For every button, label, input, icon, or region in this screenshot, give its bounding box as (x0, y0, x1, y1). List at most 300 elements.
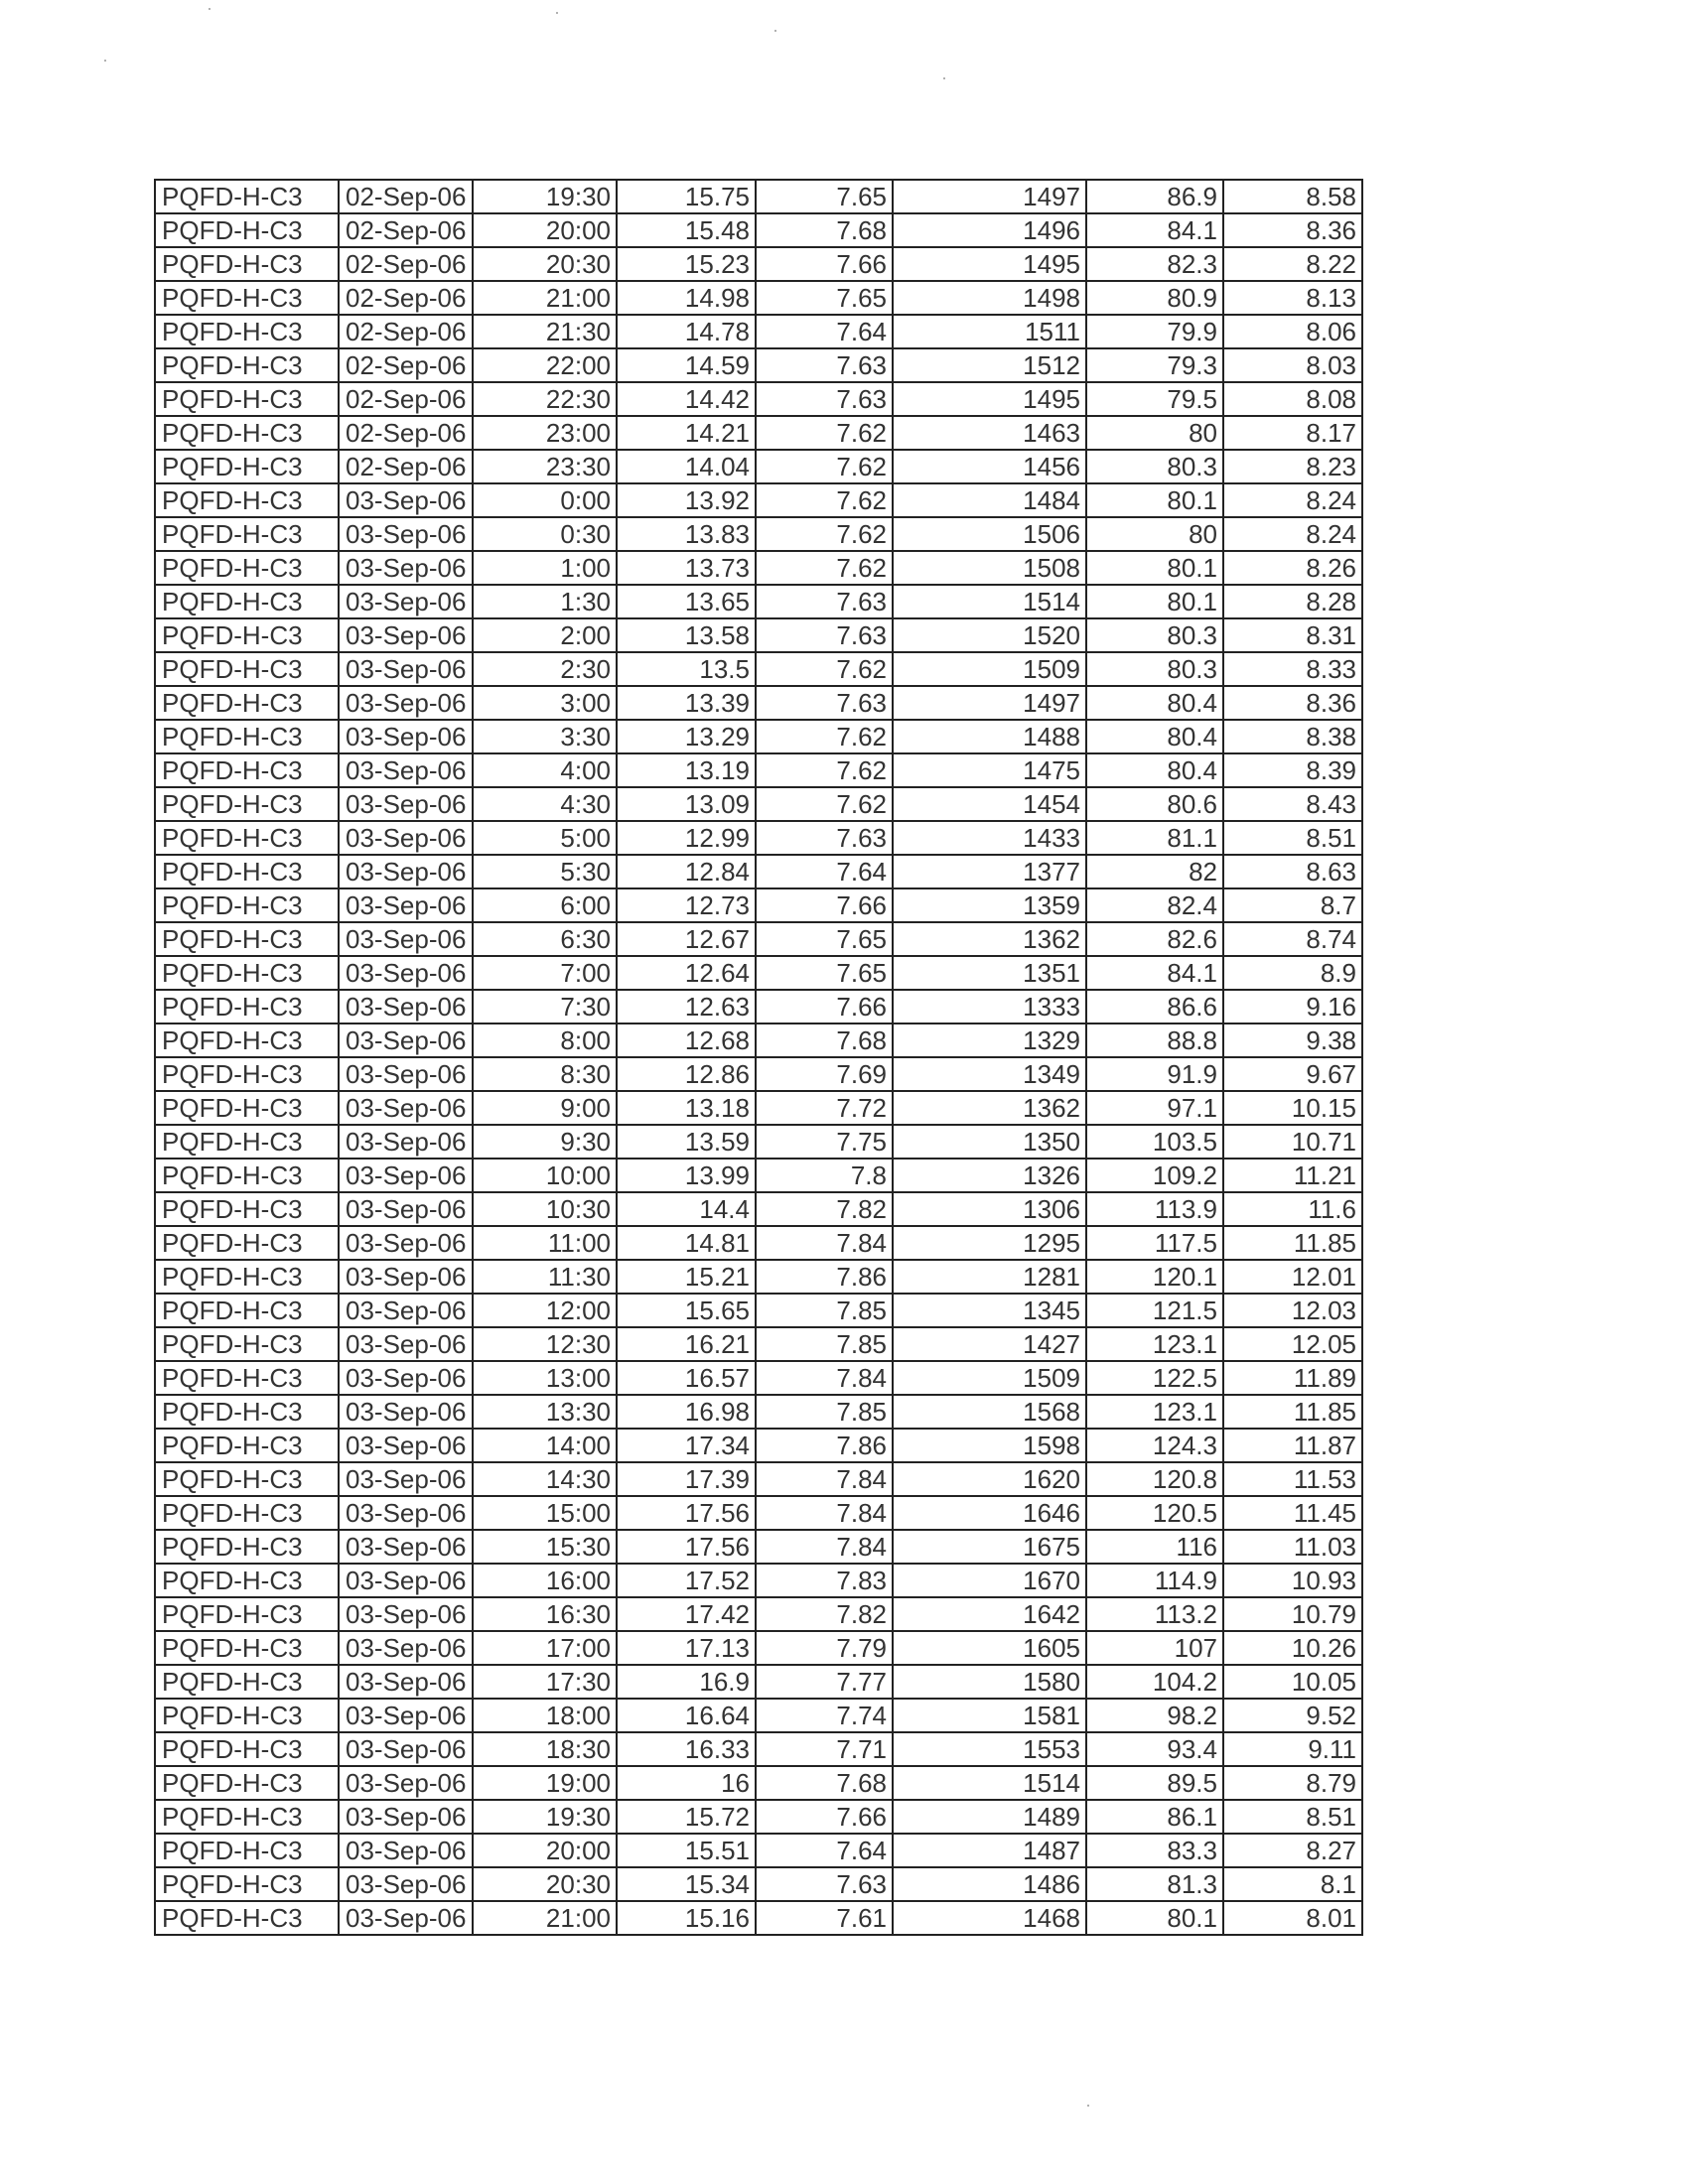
do-mgl-cell: 10.71 (1223, 1125, 1362, 1159)
table-row (155, 315, 1362, 348)
ph-cell: 7.79 (756, 1631, 893, 1665)
temperature-cell: 14.21 (617, 416, 756, 450)
time-cell: 17:30 (473, 1665, 617, 1699)
conductivity-cell: 1568 (893, 1395, 1086, 1429)
do-percent-cell: 80.4 (1086, 720, 1223, 753)
temperature-cell: 17.56 (617, 1530, 756, 1564)
ph-cell: 7.63 (756, 821, 893, 855)
site-cell: PQFD-H-C3 (155, 1867, 339, 1901)
temperature-cell: 12.99 (617, 821, 756, 855)
ph-cell: 7.62 (756, 720, 893, 753)
table-row (155, 585, 1362, 618)
table-row (155, 787, 1362, 821)
do-mgl-cell: 12.01 (1223, 1260, 1362, 1294)
temperature-cell: 13.5 (617, 652, 756, 686)
date-cell: 03-Sep-06 (339, 1766, 473, 1800)
ph-cell: 7.68 (756, 213, 893, 247)
time-cell: 4:30 (473, 787, 617, 821)
do-mgl-cell: 11.89 (1223, 1361, 1362, 1395)
do-mgl-cell: 8.03 (1223, 348, 1362, 382)
temperature-cell: 13.99 (617, 1159, 756, 1192)
table-row (155, 213, 1362, 247)
table-row (155, 1361, 1362, 1395)
date-cell: 03-Sep-06 (339, 990, 473, 1024)
do-mgl-cell: 8.13 (1223, 281, 1362, 315)
temperature-cell: 17.42 (617, 1597, 756, 1631)
do-percent-cell: 80.4 (1086, 686, 1223, 720)
site-cell: PQFD-H-C3 (155, 315, 339, 348)
time-cell: 0:30 (473, 517, 617, 551)
date-cell: 03-Sep-06 (339, 551, 473, 585)
date-cell: 03-Sep-06 (339, 1260, 473, 1294)
temperature-cell: 12.86 (617, 1057, 756, 1091)
time-cell: 18:30 (473, 1732, 617, 1766)
do-mgl-cell: 8.1 (1223, 1867, 1362, 1901)
temperature-cell: 13.18 (617, 1091, 756, 1125)
time-cell: 23:00 (473, 416, 617, 450)
site-cell: PQFD-H-C3 (155, 1091, 339, 1125)
ph-cell: 7.62 (756, 450, 893, 483)
temperature-cell: 16.57 (617, 1361, 756, 1395)
ph-cell: 7.64 (756, 855, 893, 888)
date-cell: 03-Sep-06 (339, 1159, 473, 1192)
site-cell: PQFD-H-C3 (155, 753, 339, 787)
date-cell: 03-Sep-06 (339, 686, 473, 720)
date-cell: 02-Sep-06 (339, 247, 473, 281)
do-mgl-cell: 9.52 (1223, 1699, 1362, 1732)
site-cell: PQFD-H-C3 (155, 686, 339, 720)
time-cell: 20:00 (473, 1834, 617, 1867)
time-cell: 7:00 (473, 956, 617, 990)
temperature-cell: 12.68 (617, 1024, 756, 1057)
ph-cell: 7.74 (756, 1699, 893, 1732)
ph-cell: 7.62 (756, 753, 893, 787)
temperature-cell: 14.78 (617, 315, 756, 348)
table-row (155, 1226, 1362, 1260)
do-mgl-cell: 8.51 (1223, 821, 1362, 855)
table-row (155, 382, 1362, 416)
conductivity-cell: 1514 (893, 585, 1086, 618)
table-row (155, 1294, 1362, 1327)
table-row (155, 483, 1362, 517)
temperature-cell: 13.29 (617, 720, 756, 753)
conductivity-cell: 1642 (893, 1597, 1086, 1631)
site-cell: PQFD-H-C3 (155, 1327, 339, 1361)
scan-speck (556, 12, 558, 14)
do-mgl-cell: 8.38 (1223, 720, 1362, 753)
ph-cell: 7.66 (756, 1800, 893, 1834)
ph-cell: 7.68 (756, 1024, 893, 1057)
do-percent-cell: 123.1 (1086, 1327, 1223, 1361)
conductivity-cell: 1495 (893, 382, 1086, 416)
do-mgl-cell: 8.28 (1223, 585, 1362, 618)
time-cell: 22:30 (473, 382, 617, 416)
table-row (155, 1901, 1362, 1935)
data-table (154, 179, 1363, 1936)
do-percent-cell: 82.4 (1086, 888, 1223, 922)
do-percent-cell: 82.3 (1086, 247, 1223, 281)
do-mgl-cell: 8.33 (1223, 652, 1362, 686)
date-cell: 03-Sep-06 (339, 1665, 473, 1699)
date-cell: 03-Sep-06 (339, 1867, 473, 1901)
table-row (155, 281, 1362, 315)
do-percent-cell: 82 (1086, 855, 1223, 888)
conductivity-cell: 1349 (893, 1057, 1086, 1091)
table-row (155, 855, 1362, 888)
site-cell: PQFD-H-C3 (155, 1766, 339, 1800)
do-percent-cell: 82.6 (1086, 922, 1223, 956)
temperature-cell: 15.72 (617, 1800, 756, 1834)
site-cell: PQFD-H-C3 (155, 382, 339, 416)
date-cell: 03-Sep-06 (339, 585, 473, 618)
do-mgl-cell: 9.16 (1223, 990, 1362, 1024)
date-cell: 03-Sep-06 (339, 922, 473, 956)
conductivity-cell: 1506 (893, 517, 1086, 551)
site-cell: PQFD-H-C3 (155, 213, 339, 247)
conductivity-cell: 1580 (893, 1665, 1086, 1699)
time-cell: 9:00 (473, 1091, 617, 1125)
date-cell: 03-Sep-06 (339, 1361, 473, 1395)
do-percent-cell: 116 (1086, 1530, 1223, 1564)
time-cell: 21:30 (473, 315, 617, 348)
do-percent-cell: 80 (1086, 416, 1223, 450)
temperature-cell: 13.59 (617, 1125, 756, 1159)
do-percent-cell: 123.1 (1086, 1395, 1223, 1429)
time-cell: 14:00 (473, 1429, 617, 1462)
ph-cell: 7.72 (756, 1091, 893, 1125)
time-cell: 23:30 (473, 450, 617, 483)
date-cell: 03-Sep-06 (339, 1564, 473, 1597)
date-cell: 02-Sep-06 (339, 180, 473, 213)
site-cell: PQFD-H-C3 (155, 1260, 339, 1294)
do-percent-cell: 120.5 (1086, 1496, 1223, 1530)
ph-cell: 7.82 (756, 1192, 893, 1226)
ph-cell: 7.68 (756, 1766, 893, 1800)
site-cell: PQFD-H-C3 (155, 1834, 339, 1867)
date-cell: 03-Sep-06 (339, 821, 473, 855)
time-cell: 18:00 (473, 1699, 617, 1732)
ph-cell: 7.85 (756, 1294, 893, 1327)
date-cell: 03-Sep-06 (339, 1395, 473, 1429)
conductivity-cell: 1509 (893, 1361, 1086, 1395)
temperature-cell: 16.98 (617, 1395, 756, 1429)
conductivity-cell: 1675 (893, 1530, 1086, 1564)
site-cell: PQFD-H-C3 (155, 1665, 339, 1699)
ph-cell: 7.85 (756, 1327, 893, 1361)
ph-cell: 7.64 (756, 1834, 893, 1867)
date-cell: 03-Sep-06 (339, 1496, 473, 1530)
time-cell: 1:00 (473, 551, 617, 585)
do-mgl-cell: 12.05 (1223, 1327, 1362, 1361)
site-cell: PQFD-H-C3 (155, 281, 339, 315)
site-cell: PQFD-H-C3 (155, 1361, 339, 1395)
conductivity-cell: 1489 (893, 1800, 1086, 1834)
do-mgl-cell: 8.43 (1223, 787, 1362, 821)
ph-cell: 7.86 (756, 1260, 893, 1294)
temperature-cell: 12.64 (617, 956, 756, 990)
site-cell: PQFD-H-C3 (155, 1125, 339, 1159)
date-cell: 03-Sep-06 (339, 1226, 473, 1260)
date-cell: 03-Sep-06 (339, 1024, 473, 1057)
site-cell: PQFD-H-C3 (155, 585, 339, 618)
table-row (155, 551, 1362, 585)
ph-cell: 7.66 (756, 990, 893, 1024)
do-percent-cell: 113.2 (1086, 1597, 1223, 1631)
site-cell: PQFD-H-C3 (155, 1800, 339, 1834)
ph-cell: 7.84 (756, 1530, 893, 1564)
table-row (155, 956, 1362, 990)
conductivity-cell: 1581 (893, 1699, 1086, 1732)
time-cell: 6:30 (473, 922, 617, 956)
do-percent-cell: 80.3 (1086, 618, 1223, 652)
conductivity-cell: 1487 (893, 1834, 1086, 1867)
time-cell: 10:00 (473, 1159, 617, 1192)
ph-cell: 7.84 (756, 1361, 893, 1395)
conductivity-cell: 1377 (893, 855, 1086, 888)
conductivity-cell: 1484 (893, 483, 1086, 517)
do-mgl-cell: 10.05 (1223, 1665, 1362, 1699)
ph-cell: 7.63 (756, 585, 893, 618)
temperature-cell: 13.73 (617, 551, 756, 585)
do-percent-cell: 86.9 (1086, 180, 1223, 213)
date-cell: 03-Sep-06 (339, 1125, 473, 1159)
temperature-cell: 12.67 (617, 922, 756, 956)
table-row (155, 348, 1362, 382)
table-row (155, 1057, 1362, 1091)
table-row (155, 1462, 1362, 1496)
time-cell: 13:00 (473, 1361, 617, 1395)
do-mgl-cell: 11.03 (1223, 1530, 1362, 1564)
conductivity-cell: 1468 (893, 1901, 1086, 1935)
table-row (155, 1024, 1362, 1057)
table-row (155, 990, 1362, 1024)
conductivity-cell: 1333 (893, 990, 1086, 1024)
date-cell: 03-Sep-06 (339, 1699, 473, 1732)
do-mgl-cell: 8.22 (1223, 247, 1362, 281)
temperature-cell: 13.09 (617, 787, 756, 821)
table-row (155, 1530, 1362, 1564)
conductivity-cell: 1553 (893, 1732, 1086, 1766)
conductivity-cell: 1605 (893, 1631, 1086, 1665)
table-row (155, 1800, 1362, 1834)
ph-cell: 7.85 (756, 1395, 893, 1429)
time-cell: 3:30 (473, 720, 617, 753)
table-row (155, 720, 1362, 753)
date-cell: 03-Sep-06 (339, 1901, 473, 1935)
do-mgl-cell: 11.85 (1223, 1226, 1362, 1260)
date-cell: 03-Sep-06 (339, 1530, 473, 1564)
conductivity-cell: 1362 (893, 1091, 1086, 1125)
time-cell: 21:00 (473, 281, 617, 315)
conductivity-cell: 1498 (893, 281, 1086, 315)
ph-cell: 7.8 (756, 1159, 893, 1192)
ph-cell: 7.65 (756, 956, 893, 990)
site-cell: PQFD-H-C3 (155, 618, 339, 652)
date-cell: 02-Sep-06 (339, 348, 473, 382)
temperature-cell: 14.42 (617, 382, 756, 416)
temperature-cell: 13.39 (617, 686, 756, 720)
ph-cell: 7.62 (756, 652, 893, 686)
site-cell: PQFD-H-C3 (155, 1732, 339, 1766)
time-cell: 15:00 (473, 1496, 617, 1530)
conductivity-cell: 1509 (893, 652, 1086, 686)
do-percent-cell: 79.9 (1086, 315, 1223, 348)
site-cell: PQFD-H-C3 (155, 180, 339, 213)
temperature-cell: 16.9 (617, 1665, 756, 1699)
date-cell: 03-Sep-06 (339, 618, 473, 652)
time-cell: 16:00 (473, 1564, 617, 1597)
do-percent-cell: 93.4 (1086, 1732, 1223, 1766)
date-cell: 02-Sep-06 (339, 281, 473, 315)
do-percent-cell: 120.1 (1086, 1260, 1223, 1294)
time-cell: 11:30 (473, 1260, 617, 1294)
do-mgl-cell: 8.9 (1223, 956, 1362, 990)
date-cell: 02-Sep-06 (339, 213, 473, 247)
table-row (155, 1159, 1362, 1192)
ph-cell: 7.65 (756, 922, 893, 956)
date-cell: 03-Sep-06 (339, 483, 473, 517)
temperature-cell: 16 (617, 1766, 756, 1800)
do-percent-cell: 122.5 (1086, 1361, 1223, 1395)
conductivity-cell: 1362 (893, 922, 1086, 956)
do-mgl-cell: 8.39 (1223, 753, 1362, 787)
conductivity-cell: 1345 (893, 1294, 1086, 1327)
time-cell: 14:30 (473, 1462, 617, 1496)
do-percent-cell: 79.5 (1086, 382, 1223, 416)
site-cell: PQFD-H-C3 (155, 1429, 339, 1462)
temperature-cell: 12.73 (617, 888, 756, 922)
time-cell: 17:00 (473, 1631, 617, 1665)
date-cell: 03-Sep-06 (339, 888, 473, 922)
do-mgl-cell: 8.06 (1223, 315, 1362, 348)
conductivity-cell: 1433 (893, 821, 1086, 855)
ph-cell: 7.62 (756, 551, 893, 585)
scan-speck (104, 60, 106, 62)
conductivity-cell: 1646 (893, 1496, 1086, 1530)
table-row (155, 1867, 1362, 1901)
time-cell: 10:30 (473, 1192, 617, 1226)
ph-cell: 7.77 (756, 1665, 893, 1699)
table-row (155, 618, 1362, 652)
table-row (155, 1091, 1362, 1125)
ph-cell: 7.62 (756, 787, 893, 821)
site-cell: PQFD-H-C3 (155, 483, 339, 517)
temperature-cell: 13.65 (617, 585, 756, 618)
ph-cell: 7.63 (756, 1867, 893, 1901)
do-mgl-cell: 8.17 (1223, 416, 1362, 450)
time-cell: 19:00 (473, 1766, 617, 1800)
do-mgl-cell: 11.6 (1223, 1192, 1362, 1226)
date-cell: 03-Sep-06 (339, 720, 473, 753)
site-cell: PQFD-H-C3 (155, 450, 339, 483)
temperature-cell: 14.04 (617, 450, 756, 483)
do-mgl-cell: 8.63 (1223, 855, 1362, 888)
do-percent-cell: 86.6 (1086, 990, 1223, 1024)
temperature-cell: 13.58 (617, 618, 756, 652)
table-row (155, 686, 1362, 720)
do-percent-cell: 120.8 (1086, 1462, 1223, 1496)
conductivity-cell: 1456 (893, 450, 1086, 483)
do-percent-cell: 86.1 (1086, 1800, 1223, 1834)
ph-cell: 7.65 (756, 180, 893, 213)
do-percent-cell: 113.9 (1086, 1192, 1223, 1226)
ph-cell: 7.69 (756, 1057, 893, 1091)
do-mgl-cell: 11.87 (1223, 1429, 1362, 1462)
table-row (155, 888, 1362, 922)
time-cell: 19:30 (473, 180, 617, 213)
conductivity-cell: 1359 (893, 888, 1086, 922)
time-cell: 15:30 (473, 1530, 617, 1564)
do-mgl-cell: 8.23 (1223, 450, 1362, 483)
conductivity-cell: 1454 (893, 787, 1086, 821)
temperature-cell: 15.21 (617, 1260, 756, 1294)
site-cell: PQFD-H-C3 (155, 1057, 339, 1091)
ph-cell: 7.75 (756, 1125, 893, 1159)
site-cell: PQFD-H-C3 (155, 1024, 339, 1057)
site-cell: PQFD-H-C3 (155, 551, 339, 585)
site-cell: PQFD-H-C3 (155, 652, 339, 686)
date-cell: 02-Sep-06 (339, 450, 473, 483)
time-cell: 9:30 (473, 1125, 617, 1159)
do-percent-cell: 80.6 (1086, 787, 1223, 821)
do-mgl-cell: 8.27 (1223, 1834, 1362, 1867)
conductivity-cell: 1512 (893, 348, 1086, 382)
do-percent-cell: 80.1 (1086, 1901, 1223, 1935)
conductivity-cell: 1496 (893, 213, 1086, 247)
scan-speck (1087, 2105, 1089, 2107)
table-row (155, 1564, 1362, 1597)
table-row (155, 1429, 1362, 1462)
temperature-cell: 16.21 (617, 1327, 756, 1361)
scan-speck (774, 30, 776, 32)
ph-cell: 7.84 (756, 1496, 893, 1530)
date-cell: 03-Sep-06 (339, 1294, 473, 1327)
conductivity-cell: 1497 (893, 686, 1086, 720)
time-cell: 6:00 (473, 888, 617, 922)
date-cell: 03-Sep-06 (339, 1192, 473, 1226)
conductivity-cell: 1486 (893, 1867, 1086, 1901)
conductivity-cell: 1497 (893, 180, 1086, 213)
table-row (155, 1192, 1362, 1226)
table-row (155, 1327, 1362, 1361)
do-percent-cell: 117.5 (1086, 1226, 1223, 1260)
do-percent-cell: 97.1 (1086, 1091, 1223, 1125)
ph-cell: 7.63 (756, 382, 893, 416)
do-percent-cell: 80.4 (1086, 753, 1223, 787)
do-mgl-cell: 11.85 (1223, 1395, 1362, 1429)
date-cell: 03-Sep-06 (339, 753, 473, 787)
time-cell: 5:00 (473, 821, 617, 855)
temperature-cell: 16.33 (617, 1732, 756, 1766)
do-mgl-cell: 10.26 (1223, 1631, 1362, 1665)
do-percent-cell: 80.1 (1086, 585, 1223, 618)
time-cell: 4:00 (473, 753, 617, 787)
site-cell: PQFD-H-C3 (155, 1699, 339, 1732)
site-cell: PQFD-H-C3 (155, 888, 339, 922)
do-mgl-cell: 9.11 (1223, 1732, 1362, 1766)
time-cell: 20:30 (473, 1867, 617, 1901)
time-cell: 20:30 (473, 247, 617, 281)
table-row (155, 1665, 1362, 1699)
site-cell: PQFD-H-C3 (155, 1597, 339, 1631)
do-percent-cell: 80.9 (1086, 281, 1223, 315)
site-cell: PQFD-H-C3 (155, 990, 339, 1024)
table-row (155, 450, 1362, 483)
temperature-cell: 12.84 (617, 855, 756, 888)
time-cell: 12:00 (473, 1294, 617, 1327)
conductivity-cell: 1281 (893, 1260, 1086, 1294)
date-cell: 03-Sep-06 (339, 1631, 473, 1665)
